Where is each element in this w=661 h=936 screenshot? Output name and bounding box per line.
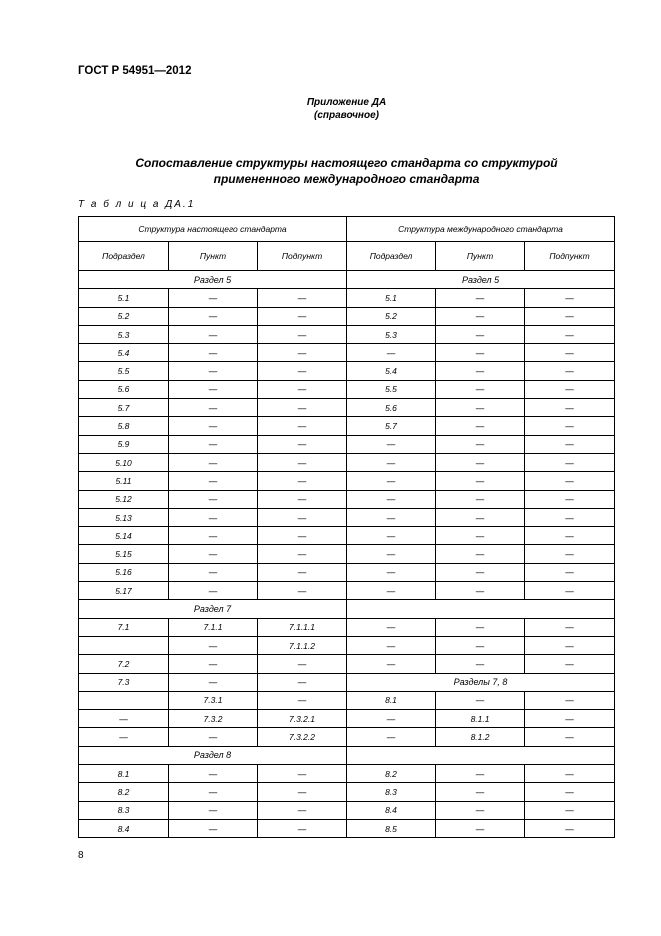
table-cell: 8.5	[347, 819, 436, 837]
table-cell: —	[525, 417, 615, 435]
section-label-international	[347, 746, 615, 764]
table-cell: —	[258, 545, 347, 563]
table-cell: 5.13	[79, 508, 169, 526]
table-cell: —	[436, 362, 525, 380]
table-cell: —	[436, 453, 525, 471]
table-cell: —	[347, 655, 436, 673]
table-cell: —	[169, 728, 258, 746]
table-row	[79, 417, 615, 435]
table-cell: —	[258, 472, 347, 490]
table-cell: —	[436, 582, 525, 600]
table-cell: 8.2	[79, 783, 169, 801]
table-row	[79, 563, 615, 581]
table-cell: 5.4	[79, 344, 169, 362]
table-row	[79, 746, 615, 764]
table-group-header	[79, 217, 615, 242]
table-row	[79, 636, 615, 654]
table-cell: —	[169, 380, 258, 398]
table-row	[79, 655, 615, 673]
table-cell: —	[169, 362, 258, 380]
table-cell: —	[169, 344, 258, 362]
table-cell	[79, 636, 169, 654]
table-cell: —	[258, 801, 347, 819]
table-row	[79, 325, 615, 343]
table-cell: 5.15	[79, 545, 169, 563]
table-cell: —	[169, 582, 258, 600]
table-cell: —	[525, 691, 615, 709]
table-cell: —	[347, 490, 436, 508]
table-cell: —	[169, 673, 258, 691]
table-cell: —	[436, 636, 525, 654]
table-row	[79, 362, 615, 380]
table-cell: 8.1.1	[436, 710, 525, 728]
table-cell: —	[436, 307, 525, 325]
table-cell: —	[525, 527, 615, 545]
table-row	[79, 801, 615, 819]
column-header: Подраздел	[79, 242, 169, 271]
table-cell: 5.6	[79, 380, 169, 398]
section-label-international: Разделы 7, 8	[347, 673, 615, 691]
table-cell: 7.1.1	[169, 618, 258, 636]
table-cell: 7.1.1.1	[258, 618, 347, 636]
table-cell: 8.1	[79, 765, 169, 783]
table-cell: 7.2	[79, 655, 169, 673]
table-cell: —	[258, 582, 347, 600]
table-cell: —	[169, 472, 258, 490]
table-row	[79, 783, 615, 801]
section-label-national: Раздел 7	[79, 600, 347, 618]
table-cell: 5.1	[347, 289, 436, 307]
table-cell: 5.8	[79, 417, 169, 435]
table-cell: —	[169, 655, 258, 673]
table-cell: —	[347, 710, 436, 728]
table-cell: 5.3	[347, 325, 436, 343]
table-cell: —	[258, 655, 347, 673]
table-cell: 8.2	[347, 765, 436, 783]
table-cell: —	[169, 783, 258, 801]
table-row	[79, 545, 615, 563]
table-cell: 5.3	[79, 325, 169, 343]
table-cell: —	[169, 307, 258, 325]
table-cell: —	[258, 399, 347, 417]
table-cell: —	[436, 563, 525, 581]
table-row	[79, 508, 615, 526]
table-cell: 5.2	[347, 307, 436, 325]
table-cell: 8.1.2	[436, 728, 525, 746]
group-header-international: Структура международного стандарта	[347, 217, 615, 242]
table-cell: 8.4	[347, 801, 436, 819]
table-cell: —	[436, 618, 525, 636]
table-row	[79, 344, 615, 362]
table-cell: —	[436, 289, 525, 307]
table-cell: —	[347, 636, 436, 654]
table-cell: —	[436, 527, 525, 545]
table-cell: —	[436, 399, 525, 417]
table-cell: 5.14	[79, 527, 169, 545]
title-line-1: Сопоставление структуры настоящего стандарта со структурой	[135, 156, 558, 170]
table-cell: —	[169, 325, 258, 343]
table-cell: —	[169, 417, 258, 435]
table-cell: —	[169, 490, 258, 508]
table-cell: —	[525, 655, 615, 673]
table-row	[79, 819, 615, 837]
document-header: ГОСТ Р 54951—2012	[78, 65, 192, 77]
table-cell: —	[347, 563, 436, 581]
table-cell: —	[525, 399, 615, 417]
table-cell: —	[525, 728, 615, 746]
table-cell: 7.1.1.2	[258, 636, 347, 654]
table-cell: —	[525, 453, 615, 471]
table-row	[79, 582, 615, 600]
table-row	[79, 435, 615, 453]
table-cell: —	[347, 508, 436, 526]
table-cell: —	[525, 472, 615, 490]
annex-title: Приложение ДА	[306, 97, 387, 108]
table-cell: —	[258, 765, 347, 783]
table-cell: 7.3.2.2	[258, 728, 347, 746]
document-title	[0, 155, 661, 187]
table-cell: —	[258, 435, 347, 453]
table-cell: —	[258, 527, 347, 545]
table-cell: —	[347, 527, 436, 545]
group-header-national: Структура настоящего стандарта	[79, 217, 347, 242]
table-cell: 8.3	[79, 801, 169, 819]
table-cell: —	[347, 472, 436, 490]
table-row	[79, 399, 615, 417]
table-row	[79, 271, 615, 289]
table-row	[79, 765, 615, 783]
table-column-header	[79, 242, 615, 271]
table-cell: —	[258, 289, 347, 307]
table-cell: —	[347, 344, 436, 362]
table-cell: —	[525, 490, 615, 508]
table-cell: 7.3.2	[169, 710, 258, 728]
structure-comparison-table	[78, 216, 615, 838]
table-cell: —	[169, 453, 258, 471]
table-cell: —	[436, 819, 525, 837]
table-cell: —	[169, 801, 258, 819]
table-row	[79, 618, 615, 636]
section-label-international	[347, 600, 615, 618]
table-cell: 8.1	[347, 691, 436, 709]
table-cell: —	[436, 691, 525, 709]
table-cell: —	[436, 472, 525, 490]
table-row	[79, 673, 615, 691]
table-cell: —	[525, 289, 615, 307]
section-label-national: Раздел 8	[79, 746, 347, 764]
table-cell: —	[169, 435, 258, 453]
table-row	[79, 527, 615, 545]
table-cell: —	[436, 490, 525, 508]
table-cell: 7.1	[79, 618, 169, 636]
table-cell: 5.5	[79, 362, 169, 380]
table-row	[79, 691, 615, 709]
table-cell: 5.1	[79, 289, 169, 307]
table-cell: —	[79, 710, 169, 728]
table-cell: 5.7	[79, 399, 169, 417]
title-line-2: примененного международного стандарта	[213, 172, 480, 186]
table-cell: —	[525, 380, 615, 398]
table-cell: —	[525, 582, 615, 600]
table-cell: —	[258, 508, 347, 526]
table-cell: —	[436, 545, 525, 563]
table-cell: —	[436, 325, 525, 343]
table-cell: —	[258, 325, 347, 343]
table-cell: 5.4	[347, 362, 436, 380]
table-cell: 5.16	[79, 563, 169, 581]
table-cell: —	[525, 508, 615, 526]
table-cell: 7.3.1	[169, 691, 258, 709]
section-label-national: Раздел 5	[79, 271, 347, 289]
table-cell: —	[436, 380, 525, 398]
table-row	[79, 380, 615, 398]
table-cell: —	[525, 636, 615, 654]
table-cell: 7.3	[79, 673, 169, 691]
table-cell: 7.3.2.1	[258, 710, 347, 728]
table-cell: —	[436, 801, 525, 819]
table-cell	[79, 691, 169, 709]
table-cell: 5.11	[79, 472, 169, 490]
table-cell: —	[436, 344, 525, 362]
table-cell: —	[525, 325, 615, 343]
table-cell: —	[525, 765, 615, 783]
table-cell: —	[169, 563, 258, 581]
table-cell: 5.7	[347, 417, 436, 435]
table-cell: —	[525, 545, 615, 563]
table-cell: —	[525, 563, 615, 581]
table-cell: —	[525, 710, 615, 728]
table-cell: —	[169, 399, 258, 417]
table-row	[79, 307, 615, 325]
table-cell: —	[525, 307, 615, 325]
table-cell: —	[436, 435, 525, 453]
table-cell: —	[258, 691, 347, 709]
table-cell: —	[347, 453, 436, 471]
table-cell: —	[347, 435, 436, 453]
table-cell: 5.9	[79, 435, 169, 453]
table-cell: —	[258, 417, 347, 435]
column-header: Подраздел	[347, 242, 436, 271]
table-cell: 5.2	[79, 307, 169, 325]
table-cell: 5.12	[79, 490, 169, 508]
column-header: Пункт	[169, 242, 258, 271]
column-header: Пункт	[436, 242, 525, 271]
table-cell: 5.5	[347, 380, 436, 398]
table-cell: —	[258, 783, 347, 801]
table-cell: —	[436, 417, 525, 435]
table-cell: —	[525, 344, 615, 362]
table-caption: Т а б л и ц а ДА.1	[78, 199, 196, 210]
table-cell: —	[258, 307, 347, 325]
table-cell: 5.10	[79, 453, 169, 471]
table-cell: —	[436, 655, 525, 673]
table-cell: —	[347, 582, 436, 600]
page-number: 8	[78, 850, 84, 861]
table-cell: —	[169, 527, 258, 545]
table-cell: —	[525, 362, 615, 380]
table-cell: —	[436, 508, 525, 526]
table-cell: —	[258, 453, 347, 471]
annex-note: (справочное)	[314, 110, 379, 121]
table-cell: —	[525, 618, 615, 636]
table-cell: 5.6	[347, 399, 436, 417]
table-cell: —	[436, 783, 525, 801]
table-row	[79, 490, 615, 508]
table-cell: —	[258, 673, 347, 691]
table-cell: 5.17	[79, 582, 169, 600]
table-cell: —	[258, 563, 347, 581]
section-label-international: Раздел 5	[347, 271, 615, 289]
table-cell: —	[347, 618, 436, 636]
table-cell: —	[169, 289, 258, 307]
table-row	[79, 710, 615, 728]
table-cell: —	[347, 728, 436, 746]
table-cell: —	[258, 380, 347, 398]
table-cell: —	[436, 765, 525, 783]
column-header: Подпункт	[525, 242, 615, 271]
table-row	[79, 728, 615, 746]
table-cell: —	[525, 435, 615, 453]
table-cell: —	[79, 728, 169, 746]
table-cell: —	[169, 508, 258, 526]
table-cell: —	[347, 545, 436, 563]
table-cell: —	[258, 362, 347, 380]
table-cell: —	[525, 801, 615, 819]
table-cell: —	[169, 819, 258, 837]
column-header: Подпункт	[258, 242, 347, 271]
table-cell: 8.4	[79, 819, 169, 837]
table-row	[79, 472, 615, 490]
table-cell: —	[258, 819, 347, 837]
table-cell: —	[525, 783, 615, 801]
table-row	[79, 289, 615, 307]
table-row	[79, 600, 615, 618]
table-cell: —	[525, 819, 615, 837]
table-cell: —	[258, 344, 347, 362]
table-cell: —	[169, 636, 258, 654]
table-cell: —	[169, 545, 258, 563]
table-cell: —	[169, 765, 258, 783]
table-row	[79, 453, 615, 471]
table-cell: 8.3	[347, 783, 436, 801]
annex-heading	[0, 96, 661, 122]
table-cell: —	[258, 490, 347, 508]
